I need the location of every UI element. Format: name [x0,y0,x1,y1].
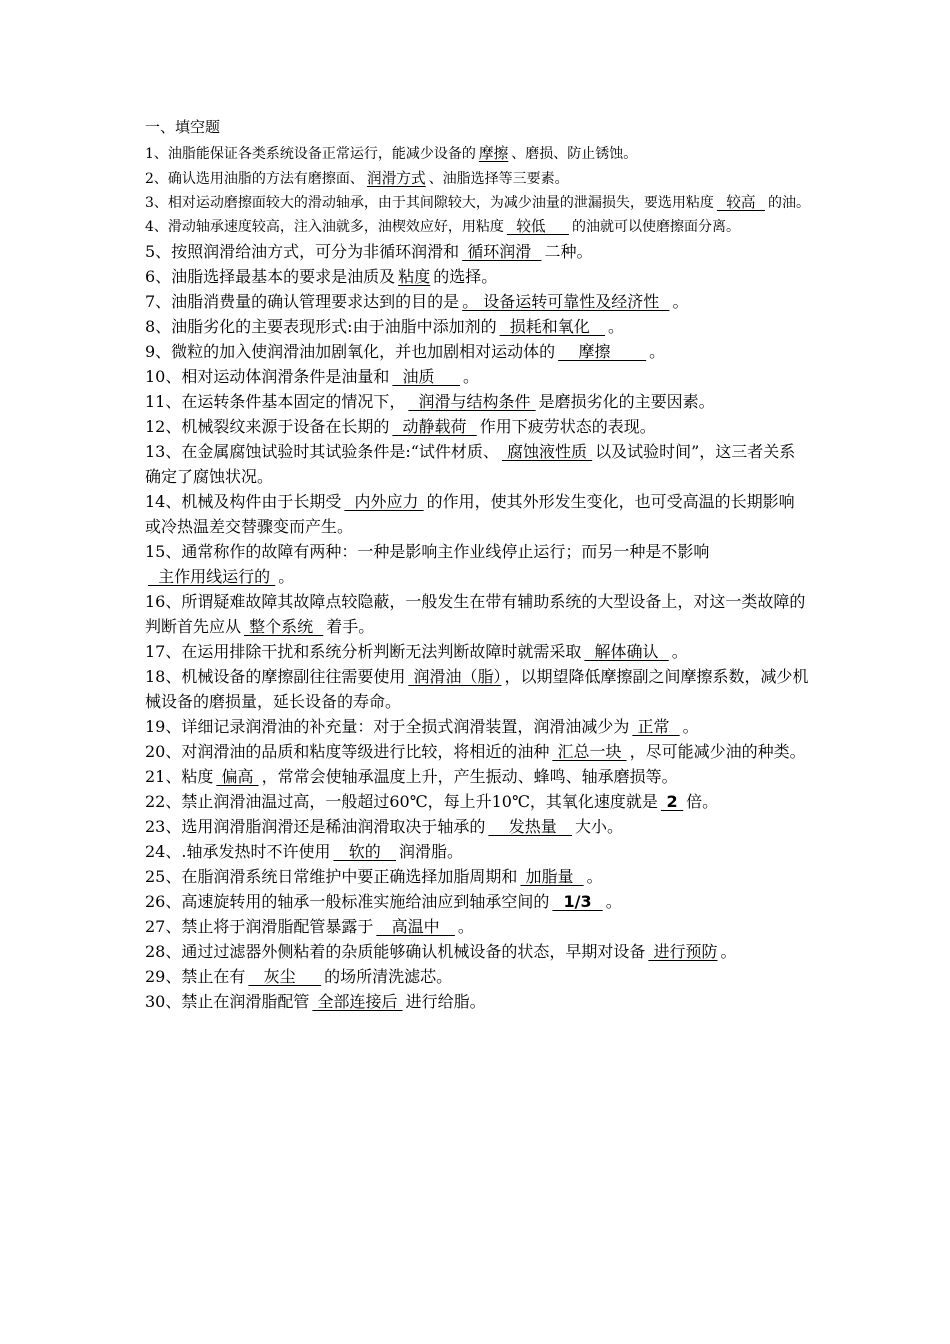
answer-blank: 润滑方式 [366,170,426,187]
question-text: 28、通过过滤器外侧粘着的杂质能够确认机械设备的状态，早期对设备 [145,942,646,961]
question-text: 22、禁止润滑油温过高，一般超过60℃，每上升10℃，其氧化速度就是 [145,792,658,811]
answer-blank: 润滑油（脂） [408,667,502,686]
question-text: 7、油脂消费量的确认管理要求达到的目的是 [145,292,460,311]
question-text: 15、通常称作的故障有两种：一种是影响主作业线停止运行；而另一种是不影响 [145,542,710,561]
question-text-tail: 二种。 [544,242,593,261]
question-text-tail: 。 [462,367,479,386]
question-text-tail: 大小。 [574,817,623,836]
question-text: 6、油脂选择最基本的要求是油质及 [145,267,396,286]
question-text-tail: 。 [608,317,625,336]
question-item [145,339,810,364]
question-item [145,289,810,314]
answer-blank: 发热量 [488,817,572,836]
question-item [145,889,810,914]
question-text-tail: 。 [278,567,295,586]
answer-blank: 润滑与结构条件 [408,392,536,411]
question-item [145,389,810,414]
question-item [145,191,810,215]
answer-blank: 整个系统 [244,617,324,636]
question-item [145,314,810,339]
question-text-tail: 。 [649,342,666,361]
question-item [145,589,810,639]
question-item [145,639,810,664]
question-item [145,714,810,739]
question-text-tail: 的作用，使其外形发生变化，也可受高温的长期影响或冷热温差交替骤变而产生。 [145,492,795,536]
section-title: 一、填空题 [145,118,221,136]
question-item [145,939,810,964]
answer-blank: 2 [660,792,684,811]
question-text-tail: 。 [586,867,603,886]
question-text: 19、详细记录润滑油的补充量：对于全损式润滑装置，润滑油减少为 [145,717,630,736]
question-text: 12、机械裂纹来源于设备在长期的 [145,417,390,436]
answer-blank: 。 设备运转可靠性及经济性 [462,292,670,311]
question-item [145,364,810,389]
question-text-tail: 着手。 [326,617,375,636]
question-text-tail: 。 [682,717,699,736]
answer-blank: 偏高 [216,767,259,786]
answer-blank: 汇总一块 [552,742,627,761]
question-text-tail: 的选择。 [433,267,498,286]
answer-blank: 循环润滑 [462,242,542,261]
answer-blank: 1/3 [552,892,603,911]
answer-blank: 较高 [716,194,765,211]
question-text-tail: ，以期望降低摩擦副之间摩擦系数，减少机械设备的磨损量，延长设备的寿命。 [145,667,809,711]
question-text: 14、机械及构件由于长期受 [145,492,342,511]
answer-blank: 动静载荷 [392,417,477,436]
question-text-tail: 。 [605,892,622,911]
question-text: 16、所谓疑难故障其故障点较隐蔽，一般发生在带有辅助系统的大型设备上，对这一类故障的判断首先应从 [145,592,806,636]
question-text: 24、.轴承发热时不许使用 [145,842,331,861]
question-text: 13、在金属腐蚀试验时其试验条件是:“试件材质、 [145,442,499,461]
question-text: 27、禁止将于润滑脂配管暴露于 [145,917,374,936]
question-item [145,764,810,789]
question-item [145,489,810,539]
question-item [145,215,810,239]
question-item [145,414,810,439]
question-item [145,264,810,289]
question-text-tail: 。 [672,292,689,311]
question-text-tail: 。 [720,942,737,961]
question-item [145,964,810,989]
question-text-tail: 、油脂选择等三要素。 [428,171,569,187]
question-text-tail: 以及试验时间”，这三者关系确定了腐蚀状况。 [145,442,796,486]
question-text: 29、禁止在有 [145,967,246,986]
question-item [145,664,810,714]
question-text: 1、油脂能保证各类系统设备正常运行，能减少设备的 [145,146,476,162]
answer-blank: 腐蚀液性质 [501,442,593,461]
answer-blank: 内外应力 [344,492,424,511]
answer-blank: 油质 [392,367,460,386]
question-text-tail: 。 [671,642,688,661]
question-item [145,789,810,814]
question-item [145,989,810,1014]
question-text-tail: 倍。 [686,792,719,811]
answer-blank: 加脂量 [520,867,584,886]
answer-blank: 正常 [632,717,680,736]
question-text: 10、相对运动体润滑条件是油量和 [145,367,390,386]
question-text: 5、按照润滑给油方式，可分为非循环润滑和 [145,242,460,261]
question-text: 2、确认选用油脂的方法有磨擦面、 [145,171,364,187]
question-item [145,167,810,191]
question-text: 25、在脂润滑系统日常维护中要正确选择加脂周期和 [145,867,518,886]
question-text-tail: 的场所清洗滤芯。 [324,967,453,986]
answer-blank: 高温中 [376,917,455,936]
question-text: 4、滑动轴承速度较高，注入油就多，油楔效应好，用粘度 [145,219,504,235]
question-text-tail: 。 [457,917,474,936]
question-text: 18、机械设备的摩擦副往往需要使用 [145,667,406,686]
question-text-tail: 作用下疲劳状态的表现。 [479,417,656,436]
answer-blank: 主作用线运行的 [148,567,276,586]
question-text: 9、微粒的加入使润滑油加剧氧化，并也加剧相对运动体的 [145,342,556,361]
question-text-tail: 的油。 [767,195,810,211]
question-text: 30、禁止在润滑脂配管 [145,992,310,1011]
answer-blank: 粘度 [398,267,431,286]
question-text-tail: 、磨损、防止锈蚀。 [511,146,638,162]
question-text: 20、对润滑油的品质和粘度等级进行比较，将相近的油种 [145,742,550,761]
question-text: 17、在运用排除干扰和系统分析判断无法判断故障时就需采取 [145,642,582,661]
answer-blank: 摩擦 [558,342,647,361]
answer-blank: 全部连接后 [312,992,403,1011]
answer-blank: 进行预防 [648,942,718,961]
question-text: 3、相对运动磨擦面较大的滑动轴承，由于其间隙较大，为减少油量的泄漏损失，要选用粘度 [145,195,714,211]
question-text-tail: ，常常会使轴承温度上升，产生振动、蜂鸣、轴承磨损等。 [261,767,678,786]
question-item [145,839,810,864]
question-item [145,739,810,764]
question-list [145,142,810,1014]
question-text: 21、粘度 [145,767,214,786]
question-text: 23、选用润滑脂润滑还是稀油润滑取决于轴承的 [145,817,486,836]
question-item [145,439,810,489]
answer-blank: 较低 [506,218,569,235]
question-text: 8、油脂劣化的主要表现形式:由于油脂中添加剂的 [145,317,497,336]
question-text-tail: 是磨损劣化的主要因素。 [538,392,715,411]
question-item [145,914,810,939]
answer-blank: 灰尘 [248,967,322,986]
answer-blank: 摩擦 [478,145,509,162]
answer-blank: 损耗和氧化 [499,317,606,336]
answer-blank: 软的 [333,842,396,861]
question-text: 11、在运转条件基本固定的情况下， [145,392,406,411]
answer-blank: 解体确认 [584,642,669,661]
question-text-tail: 润滑脂。 [398,842,463,861]
question-item [145,239,810,264]
question-text-tail: 进行给脂。 [405,992,486,1011]
question-item [145,814,810,839]
question-item [145,142,810,166]
question-text-tail: 的油就可以使磨擦面分离。 [571,219,740,235]
question-text-tail: ，尽可能减少油的种类。 [629,742,806,761]
question-item [145,864,810,889]
question-text: 26、高速旋转用的轴承一般标准实施给油应到轴承空间的 [145,892,550,911]
question-item [145,539,810,589]
